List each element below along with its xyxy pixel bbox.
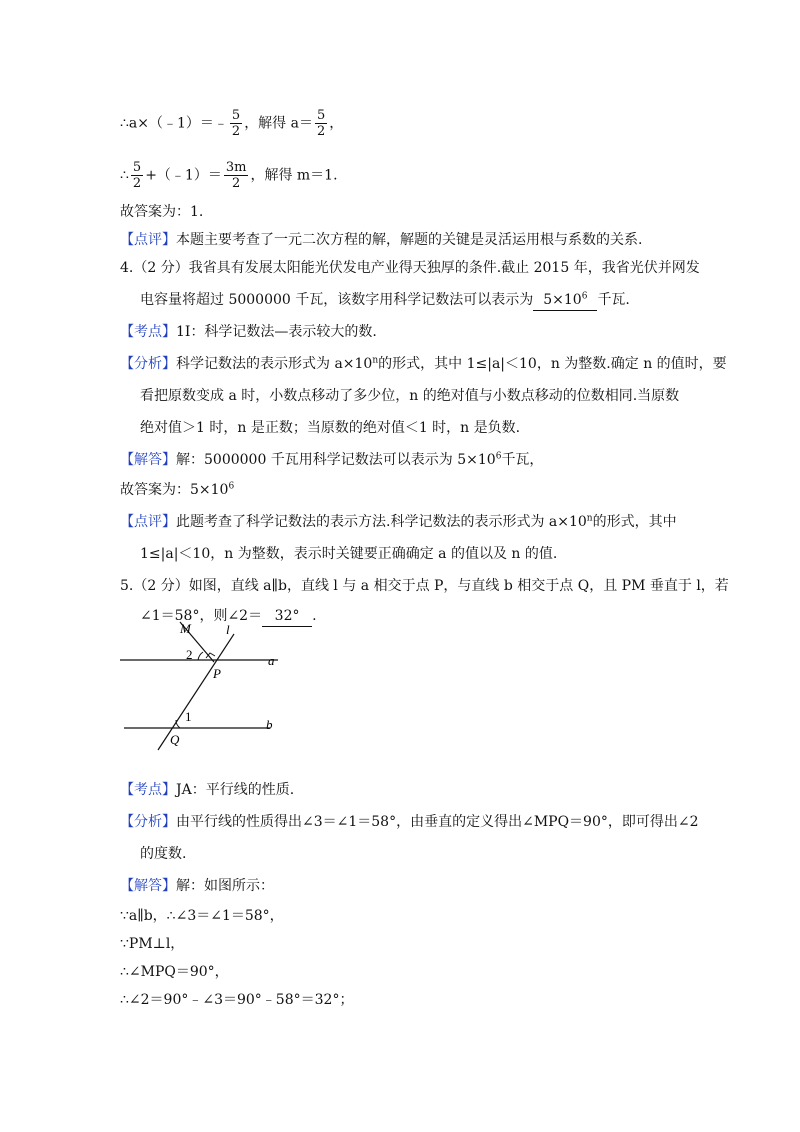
answer-blank: $5\times 10^6$ <box>533 290 597 311</box>
knowledge-point-5: 【考点】JA：平行线的性质. <box>120 782 295 798</box>
label-M: M <box>180 621 191 636</box>
label-P: P <box>213 666 221 681</box>
answer-blank: 32° <box>262 606 312 627</box>
analysis-5-line-2: 的度数. <box>140 846 187 862</box>
comment-4-line-2: 1≤|a|＜10，n 为整数，表示时关键要正确确定 a 的值以及 n 的值. <box>140 546 558 562</box>
solution-5-step-2: ∵PM⊥l， <box>120 936 185 952</box>
label-a: a <box>268 653 275 668</box>
question-4-line-2: 电容量将超过 5000000 千瓦，该数字用科学记数法可以表示为 $5\times 10^6$ 千瓦. <box>140 290 630 311</box>
answer-3: 故答案为：1. <box>120 204 204 220</box>
answer-4: 故答案为：$5\times 10^6$ <box>120 481 235 498</box>
analysis-5-line-1: 【分析】由平行线的性质得出∠3＝∠1＝58°，由垂直的定义得出∠MPQ＝90°，即可得出∠2 <box>120 814 699 830</box>
fraction: $\frac{5}{2}$ <box>316 108 326 139</box>
label-b: b <box>266 717 273 732</box>
equation-line-1: ∴a×（﹣1）＝﹣ $\frac{5}{2}$ ，解得 a＝ $\frac{5}{2}$ ， <box>120 108 344 139</box>
question-5-line-2: ∠1＝58°，则∠2＝ 32° . <box>140 606 317 627</box>
fraction: $\frac{5}{2}$ <box>231 108 241 139</box>
analysis-4-line-3: 绝对值＞1 时，n 是正数；当原数的绝对值＜1 时，n 是负数. <box>140 420 521 436</box>
comment-tag: 【点评】 <box>120 232 176 248</box>
analysis-4-line-2: 看把原数变成 a 时，小数点移动了多少位，n 的绝对值与小数点移动的位数相同.当原数 <box>140 388 680 404</box>
label-l: l <box>226 622 230 637</box>
equation-line-2: ∴ $\frac{5}{2}$ +（﹣1）＝ $\frac{3m}{2}$ ，解得 m＝1. <box>120 160 338 191</box>
comment-3: 【点评】本题主要考查了一元二次方程的解，解题的关键是灵活运用根与系数的关系. <box>120 232 643 248</box>
angle-2-arc <box>198 652 203 660</box>
eq1-mid: ，解得 a＝ <box>244 115 313 132</box>
knowledge-point-4: 【考点】1I：科学记数法—表示较大的数. <box>120 324 377 340</box>
solution-5-step-1: ∵a∥b，∴∠3＝∠1＝58°， <box>120 908 284 924</box>
solution-5-step-4: ∴∠2＝90°﹣∠3＝90°﹣58°＝32°； <box>120 992 354 1008</box>
solution-5: 【解答】解：如图所示： <box>120 878 274 894</box>
label-Q: Q <box>170 732 180 747</box>
comment-4-line-1: 【点评】此题考查了科学记数法的表示方法.科学记数法的表示形式为 $a\times 10^n$的形式，其中 <box>120 513 677 530</box>
solution-5-step-3: ∴∠MPQ＝90°， <box>120 964 229 980</box>
question-4-line-1: 4.（2 分）我省具有发展太阳能光伏发电产业得天独厚的条件.截止 2015 年，我省光伏并网发 <box>120 260 700 276</box>
analysis-4-line-1: 【分析】科学记数法的表示形式为 $a\times 10^n$的形式，其中 1≤|a|＜10，n 为整数.确定 n 的值时，要 <box>120 355 727 372</box>
label-angle-1: 1 <box>185 709 192 724</box>
solution-4: 【解答】解：5000000 千瓦用科学记数法可以表示为 $5\times 10^6$千瓦， <box>120 451 544 468</box>
label-angle-2: 2 <box>186 647 193 662</box>
parallel-lines-figure <box>118 618 288 754</box>
fraction: $\frac{5}{2}$ <box>132 160 142 191</box>
eq1-lead: ∴a×（﹣1）＝﹣ <box>120 115 228 132</box>
question-5-line-1: 5.（2 分）如图，直线 a∥b，直线 l 与 a 相交于点 P，与直线 b 相交于点 Q，且 PM 垂直于 l，若 <box>120 578 729 594</box>
fraction: $\frac{3m}{2}$ <box>225 160 247 191</box>
